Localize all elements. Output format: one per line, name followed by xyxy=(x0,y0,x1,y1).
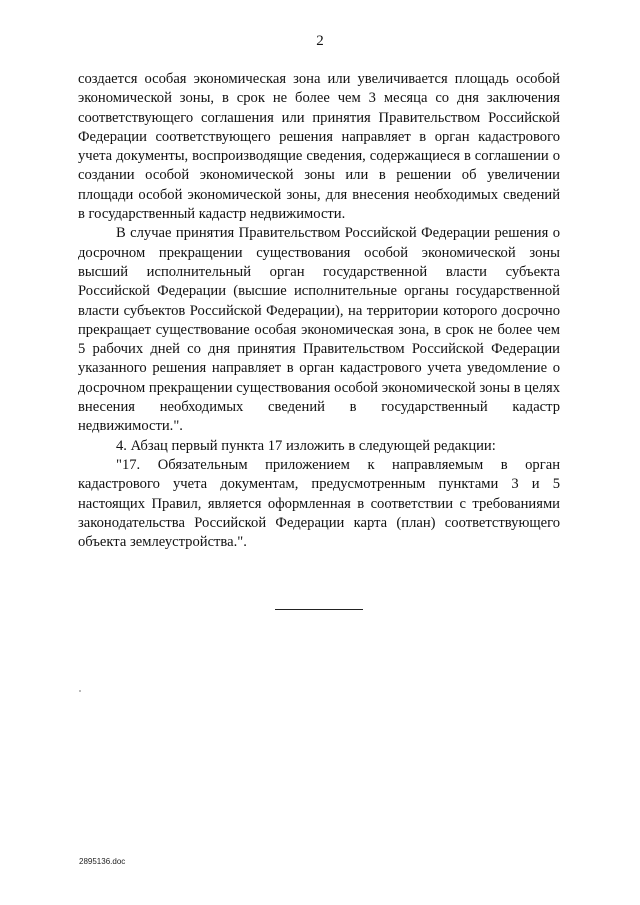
footer-filename: 2895136.doc xyxy=(79,857,126,866)
paragraph-continuation: создается особая экономическая зона или увеличивается площадь особой экономической зоны, в срок не более чем 3 месяца со дня заключения соответствующего соглашения или принятия Правительством Российской Федерации соответствующего решения направляет в орган кадастрового учета документы, воспроизводящие сведения, содержащиеся в соглашении о создании особой экономической зоны или в решении об увеличении площади особой экономической зоны, для внесения необходимых сведений в государственный кадастр недвижимости. xyxy=(78,71,560,223)
page-number: 2 xyxy=(316,33,324,49)
document-body xyxy=(78,70,560,552)
end-of-text-rule xyxy=(275,609,363,610)
paragraph-amendment-item-4: 4. Абзац первый пункта 17 изложить в следующей редакции: xyxy=(116,437,496,454)
paragraph-early-termination: В случае принятия Правительством Российской Федерации решения о досрочном прекращении существования особой экономической зоны высший исполнительный орган государственной власти субъекта Российской Федерации (высшие исполнительные органы государственной власти субъектов Российской Федерации), на территории которого досрочно прекращает существование особая экономическая зона, в срок не более чем 5 рабочих дней со дня принятия Правительством Российской Федерации указанного решения направляет в орган кадастрового учета уведомление о досрочном прекращении существования особой экономической зоны в целях внесения необходимых сведений в государственный кадастр недвижимости.". xyxy=(78,225,560,435)
scan-speck xyxy=(79,690,81,692)
paragraph-item-17: "17. Обязательным приложением к направляемым в орган кадастрового учета документам, предусмотренным пунктами 3 и 5 настоящих Правил, является оформленная в соответствии с требованиями законодательства Российской Федерации карта (план) соответствующего объекта землеустройства.". xyxy=(78,456,560,551)
